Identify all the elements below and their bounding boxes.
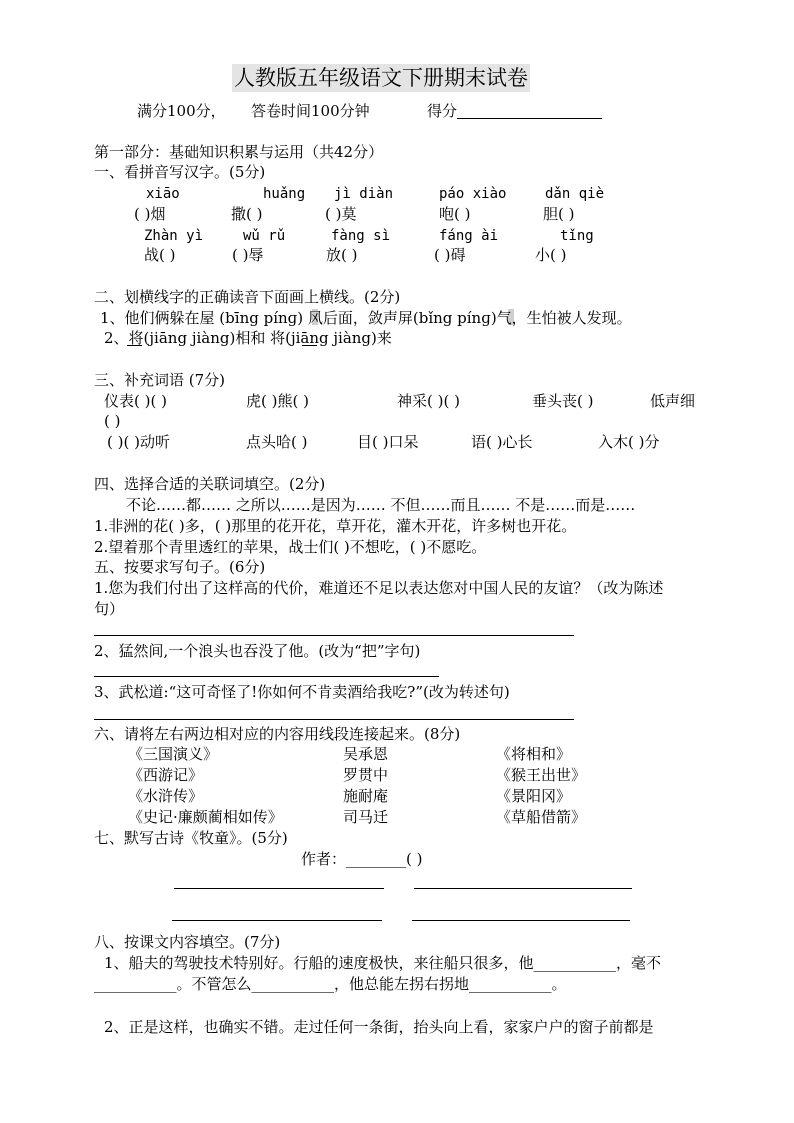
char-blank[interactable]: ( )辱 — [232, 246, 264, 264]
pinyin: fàng sì — [331, 228, 391, 244]
score-blank[interactable] — [457, 118, 602, 119]
pinyin: fáng ài — [439, 228, 499, 244]
char-blank[interactable]: ( )碍 — [434, 246, 466, 264]
poem-line[interactable] — [174, 888, 384, 889]
author-name[interactable]: 施耐庵 — [343, 787, 389, 805]
score-label: 得分 — [427, 102, 458, 120]
lesson-title[interactable]: 《草船借箭》 — [496, 808, 587, 826]
idiom-blank[interactable]: 垂头丧( ) — [532, 392, 594, 410]
idiom-blank[interactable]: 入木( )分 — [598, 433, 660, 451]
pinyin: wǔ rǔ — [243, 228, 286, 244]
pinyin: dǎn qiè — [545, 186, 605, 202]
answer-line[interactable] — [94, 676, 439, 677]
char-blank[interactable]: ( )莫 — [325, 205, 357, 223]
s2-line1: 1、他们俩躲在屋 (bīng pínɡ) 风后面，敛声屏(bǐng pínɡ)气，生怕被人发现。 — [100, 309, 632, 327]
poem-line[interactable] — [172, 920, 382, 921]
lesson-title[interactable]: 《猴王出世》 — [496, 766, 587, 784]
underline-mark — [127, 345, 142, 346]
s3-heading: 三、补充词语 (7分) — [94, 371, 226, 389]
s1-heading: 一、看拼音写汉字。(5分) — [94, 163, 266, 181]
s8-q2: 2、正是这样，也确实不错。走过任何一条街，抬头向上看，家家户户的窗子前都是 — [104, 1018, 654, 1036]
idiom-blank[interactable]: 点头哈( ) — [246, 433, 308, 451]
poem-author[interactable]: 作者：________( ) — [301, 850, 423, 868]
answer-line[interactable] — [94, 635, 574, 636]
exam-time: 答卷时间100分钟 — [251, 102, 370, 120]
s5-heading: 五、按要求写句子。(6分) — [94, 558, 266, 576]
s2-heading: 二、划横线字的正确读音下面画上横线。(2分) — [94, 288, 401, 306]
char-blank[interactable]: 放( ) — [326, 246, 358, 264]
s5-q1-cont: 句） — [94, 600, 125, 618]
lesson-title[interactable]: 《将相和》 — [496, 745, 572, 763]
full-score: 满分100分， — [137, 102, 226, 120]
char-blank[interactable]: 胆( ) — [543, 205, 575, 223]
idiom-blank[interactable]: 目( )口呆 — [357, 433, 419, 451]
part1-heading: 第一部分：基础知识积累与运用（共42分） — [94, 143, 384, 161]
s8-q1-cont[interactable]: ___________。不管怎么___________，他总能左拐右拐地___________。 — [94, 975, 567, 993]
author-name[interactable]: 罗贯中 — [343, 766, 389, 784]
pinyin: huǎng — [263, 186, 306, 202]
idiom-blank[interactable]: ( ) — [104, 412, 121, 430]
pinyin: páo xiào — [439, 186, 507, 202]
poem-line[interactable] — [414, 888, 632, 889]
s8-heading: 八、按课文内容填空。(7分) — [94, 933, 281, 951]
s7-heading: 七、默写古诗《牧童》。(5分) — [94, 829, 288, 847]
conjunction-options: 不论……都…… 之所以……是因为…… 不但……而且…… 不是……而是…… — [126, 496, 636, 514]
idiom-blank[interactable]: ( )( )动听 — [107, 433, 170, 451]
char-blank[interactable]: 撒( ) — [231, 205, 263, 223]
s6-heading: 六、请将左右两边相对应的内容用线段连接起来。(8分) — [94, 725, 461, 743]
pinyin: Zhàn yì — [144, 228, 204, 244]
book-title[interactable]: 《史记·廉颇蔺相如传》 — [128, 808, 283, 826]
pinyin: tǐng — [560, 228, 594, 244]
author-name[interactable]: 吴承恩 — [343, 745, 389, 763]
book-title[interactable]: 《西游记》 — [128, 766, 204, 784]
s4-heading: 四、选择合适的关联词填空。(2分) — [94, 475, 326, 493]
pinyin: xiāo — [146, 186, 180, 202]
s4-q2[interactable]: 2.望着那个青里透红的苹果，战士们( )不想吃，( )不愿吃。 — [94, 538, 487, 556]
char-blank[interactable]: 小( ) — [535, 246, 567, 264]
idiom-blank[interactable]: 仪表( )( ) — [104, 392, 167, 410]
idiom-blank[interactable]: 神采( )( ) — [397, 392, 460, 410]
idiom-blank[interactable]: 语( )心长 — [471, 433, 533, 451]
page-title: 人教版五年级语文下册期末试卷 — [234, 66, 528, 90]
author-name[interactable]: 司马迁 — [343, 808, 389, 826]
char-blank[interactable]: ( )烟 — [134, 205, 166, 223]
idiom-blank[interactable]: 低声细 — [650, 392, 696, 410]
s4-q1[interactable]: 1.非洲的花( )多，( )那里的花开花，草开花，灌木开花，许多树也开花。 — [94, 517, 577, 535]
s5-q2: 2、猛然间,一个浪头也吞没了他。(改为“把”字句) — [94, 642, 421, 660]
s2-line2: 2、将(jiāng jiàng)相和 将(jiāng jiàng)来 — [104, 329, 392, 347]
char-blank[interactable]: 咆( ) — [439, 205, 471, 223]
char-blank[interactable]: 战( ) — [144, 246, 176, 264]
s5-q1: 1.您为我们付出了这样高的代价，难道还不足以表达您对中国人民的友谊？（改为陈述 — [94, 579, 664, 597]
idiom-blank[interactable]: 虎( )熊( ) — [246, 392, 309, 410]
s8-q1[interactable]: 1、船夫的驾驶技术特别好。行船的速度极快，来往船只很多，他___________，毫不 — [104, 954, 662, 972]
pinyin: jì diàn — [334, 186, 394, 202]
poem-line[interactable] — [412, 920, 630, 921]
s5-q3: 3、武松道:“这可奇怪了!你如何不肯卖酒给我吃?”(改为转述句) — [94, 683, 510, 701]
answer-line[interactable] — [94, 719, 574, 720]
underline-mark — [302, 345, 317, 346]
book-title[interactable]: 《水浒传》 — [128, 787, 204, 805]
book-title[interactable]: 《三国演义》 — [128, 745, 219, 763]
lesson-title[interactable]: 《景阳冈》 — [496, 787, 572, 805]
